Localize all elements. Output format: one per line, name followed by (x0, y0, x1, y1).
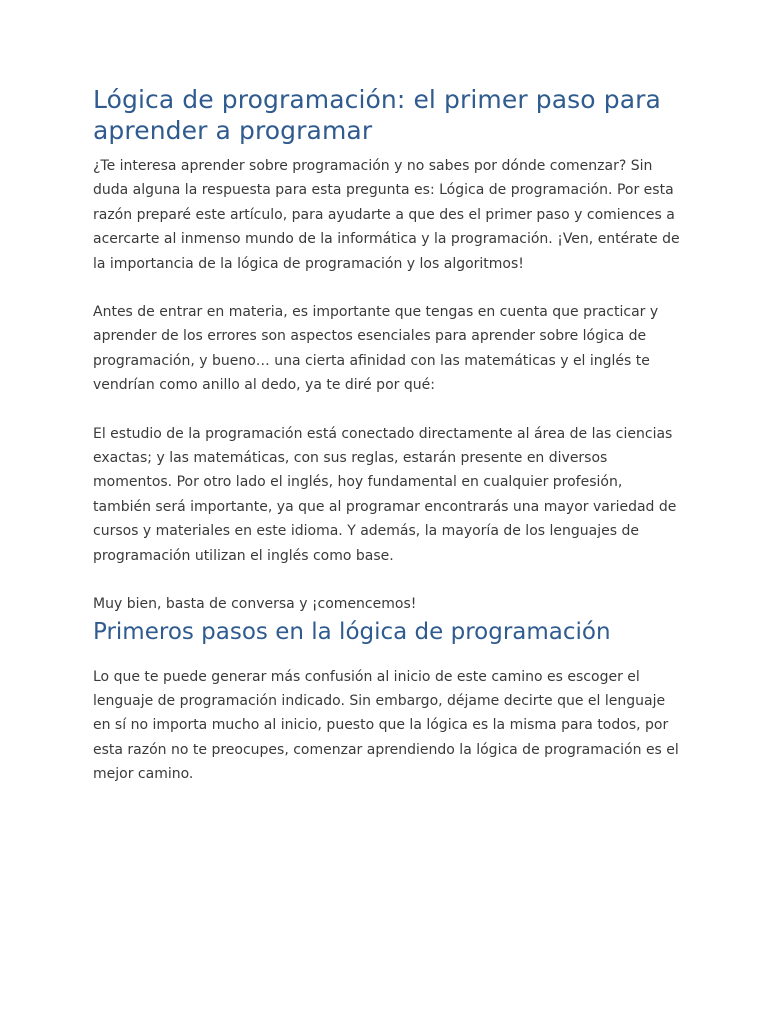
paragraph-math-english: El estudio de la programación está conectado directamente al área de las ciencias exactas; y las matemáticas, con sus reglas, estarán presente en diversos momentos. Por otro lado el inglés, hoy fundamental en cualquier profesión, también será importante, ya que al programar encontrarás una mayor variedad de cursos y materiales en este idioma. Y además, la mayoría de los lenguajes de programación utilizan el inglés como base. (93, 425, 677, 564)
paragraph-lets-begin: Muy bien, basta de conversa y ¡comencemos! (93, 596, 417, 613)
paragraph-intro: ¿Te interesa aprender sobre programación y no sabes por dónde comenzar? Sin duda alguna la respuesta para esta pregunta es: Lógica de programación. Por esta razón preparé este artículo, para ayudarte a que des el primer paso y comiences a acercarte al inmenso mundo de la informática y la programación. ¡Ven, entérate de la importancia de la lógica de programación y los algoritmos! (93, 158, 680, 272)
paragraph-prerequisites: Antes de entrar en materia, es importante que tengas en cuenta que practicar y aprender de los errores son aspectos esenciales para aprender sobre lógica de programación, y bueno… una cierta afinidad con las matemáticas y el inglés te vendrían como anillo al dedo, ya te diré por qué: (93, 304, 659, 394)
document-title: Lógica de programación: el primer paso para aprender a programar (93, 85, 661, 145)
section-heading: Primeros pasos en la lógica de programación (93, 618, 611, 645)
document-page (93, 84, 683, 787)
paragraph-first-steps: Lo que te puede generar más confusión al inicio de este camino es escoger el lenguaje de programación indicado. Sin embargo, déjame decirte que el lenguaje en sí no importa mucho al inicio, puesto que la lógica es la misma para todos, por esta razón no te preocupes, comenzar aprendiendo la lógica de programación es el mejor camino. (93, 668, 679, 783)
